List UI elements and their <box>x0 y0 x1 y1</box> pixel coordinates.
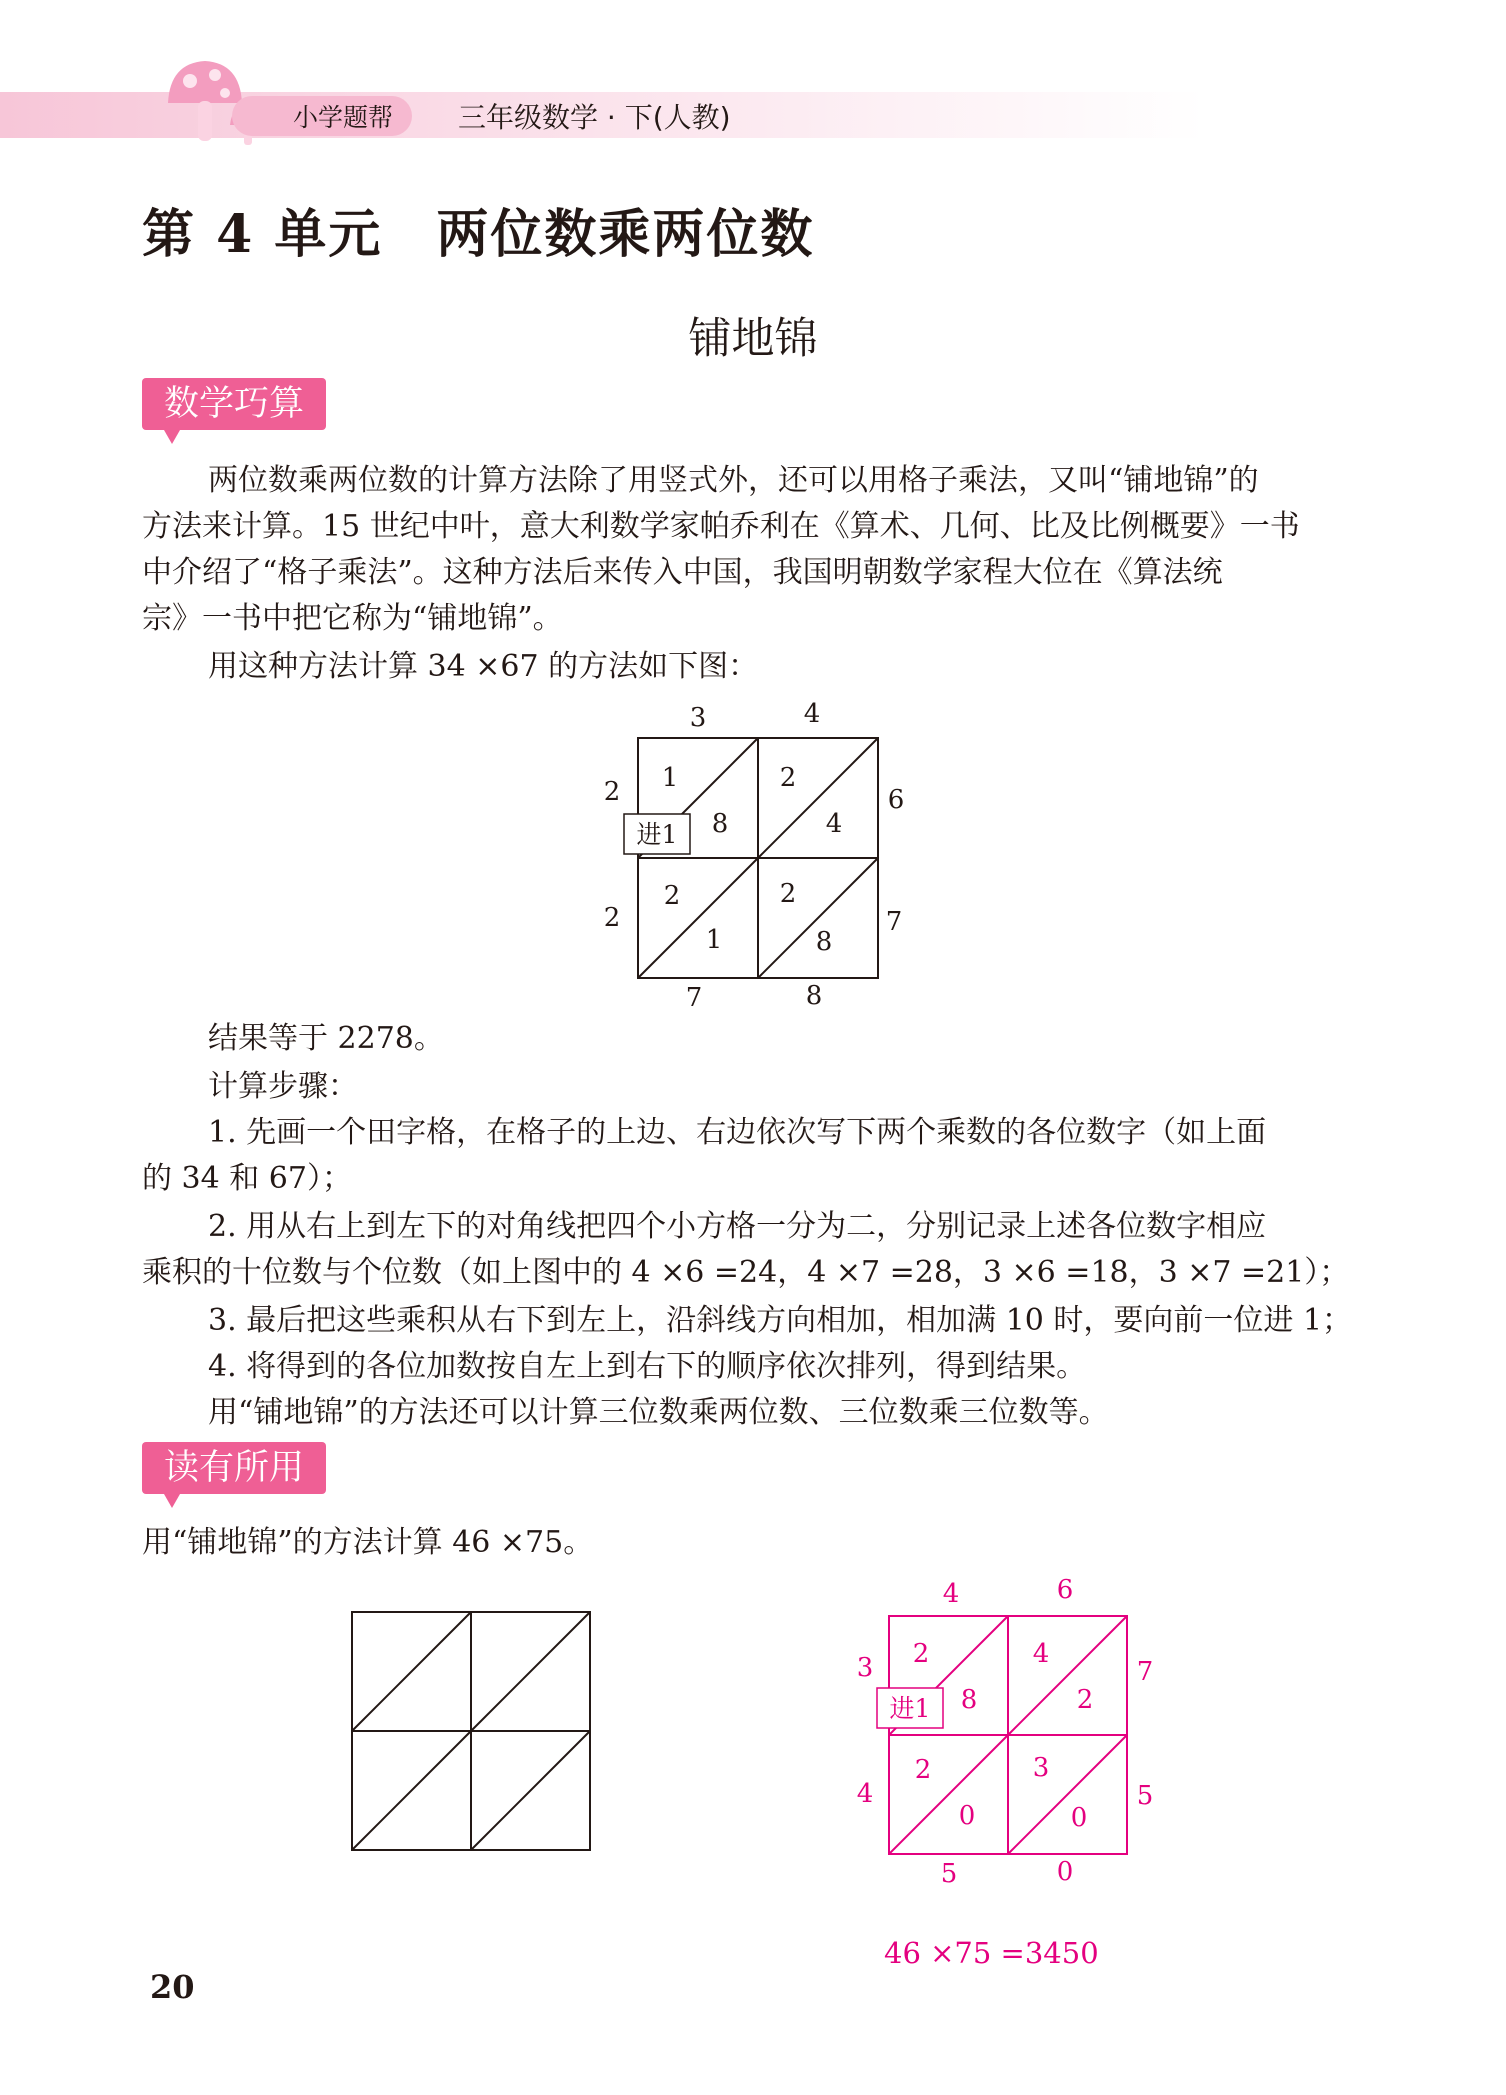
cell-tens: 2 <box>779 763 797 793</box>
diagonal-1 <box>352 1612 471 1731</box>
right-digit-1: 7 <box>1136 1657 1154 1687</box>
book-title: 三年级数学 · 下(人教) <box>458 101 731 134</box>
step-2-line-2: 乘积的十位数与个位数（如上图中的 4 ×6 =24，4 ×7 =28，3 ×6 =18，3 ×7 =21）； <box>142 1255 1350 1290</box>
intro-line-1: 两位数乘两位数的计算方法除了用竖式外，还可以用格子乘法，又叫“铺地锦”的 <box>208 463 1259 498</box>
cell-tens: 1 <box>661 763 679 793</box>
cell-ones: 8 <box>960 1685 978 1715</box>
cell-ones: 0 <box>1070 1803 1088 1833</box>
diagonal-3 <box>889 1735 1008 1854</box>
cell-tens: 2 <box>912 1639 930 1669</box>
left-digit-2: 4 <box>856 1779 874 1809</box>
left-digit-2: 2 <box>603 903 621 933</box>
cell-tens: 2 <box>663 881 681 911</box>
right-digit-2: 7 <box>885 907 903 937</box>
step-3: 3. 最后把这些乘积从右下到左上，沿斜线方向相加，相加满 10 时，要向前一位进 1； <box>208 1303 1353 1338</box>
step-4: 4. 将得到的各位加数按自左上到右下的顺序依次排列，得到结果。 <box>208 1349 1087 1384</box>
example-lattice-grid <box>590 690 930 1020</box>
cell-ones: 8 <box>711 809 729 839</box>
intro-line-4: 宗》一书中把它称为“铺地锦”。 <box>142 601 563 636</box>
diagonal-4 <box>1008 1735 1127 1854</box>
answer-lattice-grid <box>845 1568 1175 1898</box>
cell-ones: 2 <box>1076 1685 1094 1715</box>
intro-line-3: 中介绍了“格子乘法”。这种方法后来传入中国，我国明朝数学家程大位在《算法统 <box>142 555 1223 590</box>
top-digit-1: 4 <box>942 1579 960 1609</box>
result-line: 结果等于 2278。 <box>208 1021 444 1056</box>
step-1-line-1: 1. 先画一个田字格，在格子的上边、右边依次写下两个乘数的各位数字（如上面 <box>208 1115 1267 1150</box>
diagonal-3 <box>352 1731 471 1850</box>
top-digit-1: 3 <box>689 703 707 733</box>
exercise-question: 用“铺地锦”的方法计算 46 ×75。 <box>142 1525 594 1560</box>
cell-ones: 0 <box>958 1801 976 1831</box>
bottom-digit-1: 7 <box>685 983 703 1013</box>
diagonal-3 <box>638 858 758 978</box>
right-digit-2: 5 <box>1136 1781 1154 1811</box>
top-digit-2: 4 <box>803 699 821 729</box>
step-1-line-2: 的 34 和 67）； <box>142 1161 352 1196</box>
diagonal-4 <box>471 1731 590 1850</box>
diagonal-4 <box>758 858 878 978</box>
answer-result: 46 ×75 =3450 <box>884 1936 1099 1970</box>
cell-ones: 4 <box>825 809 843 839</box>
example-intro: 用这种方法计算 34 ×67 的方法如下图： <box>208 649 759 684</box>
step-2-line-1: 2. 用从右上到左下的对角线把四个小方格一分为二，分别记录上述各位数字相应 <box>208 1209 1267 1244</box>
diagonal-2 <box>1008 1616 1127 1735</box>
cell-tens: 3 <box>1032 1753 1050 1783</box>
diagonal-2 <box>758 738 878 858</box>
series-name: 小学题帮 <box>293 103 394 132</box>
section-tag-math-tricks: 数学巧算 <box>142 378 326 430</box>
diagonal-2 <box>471 1612 590 1731</box>
blank-lattice-grid <box>350 1610 595 1855</box>
top-digit-2: 6 <box>1056 1575 1074 1605</box>
left-digit-1: 2 <box>603 777 621 807</box>
cell-tens: 4 <box>1032 1639 1050 1669</box>
bottom-digit-1: 5 <box>940 1859 958 1889</box>
left-digit-1: 3 <box>856 1653 874 1683</box>
page-number: 20 <box>150 1968 195 2006</box>
cell-ones: 8 <box>815 927 833 957</box>
intro-line-2: 方法来计算。15 世纪中叶，意大利数学家帕乔利在《算术、几何、比及比例概要》一书 <box>142 509 1300 544</box>
carry-label: 进1 <box>636 820 678 849</box>
lesson-title: 铺地锦 <box>688 314 818 364</box>
bottom-digit-2: 0 <box>1056 1857 1074 1887</box>
cell-tens: 2 <box>914 1755 932 1785</box>
unit-title: 第 4 单元 两位数乘两位数 <box>142 204 815 265</box>
cell-ones: 1 <box>705 925 723 955</box>
cell-tens: 2 <box>779 879 797 909</box>
carry-label: 进1 <box>889 1694 931 1723</box>
section-tag-apply: 读有所用 <box>142 1442 326 1494</box>
closing-line: 用“铺地锦”的方法还可以计算三位数乘两位数、三位数乘三位数等。 <box>208 1395 1109 1430</box>
bottom-digit-2: 8 <box>805 981 823 1011</box>
steps-heading: 计算步骤： <box>208 1069 358 1104</box>
right-digit-1: 6 <box>887 785 905 815</box>
